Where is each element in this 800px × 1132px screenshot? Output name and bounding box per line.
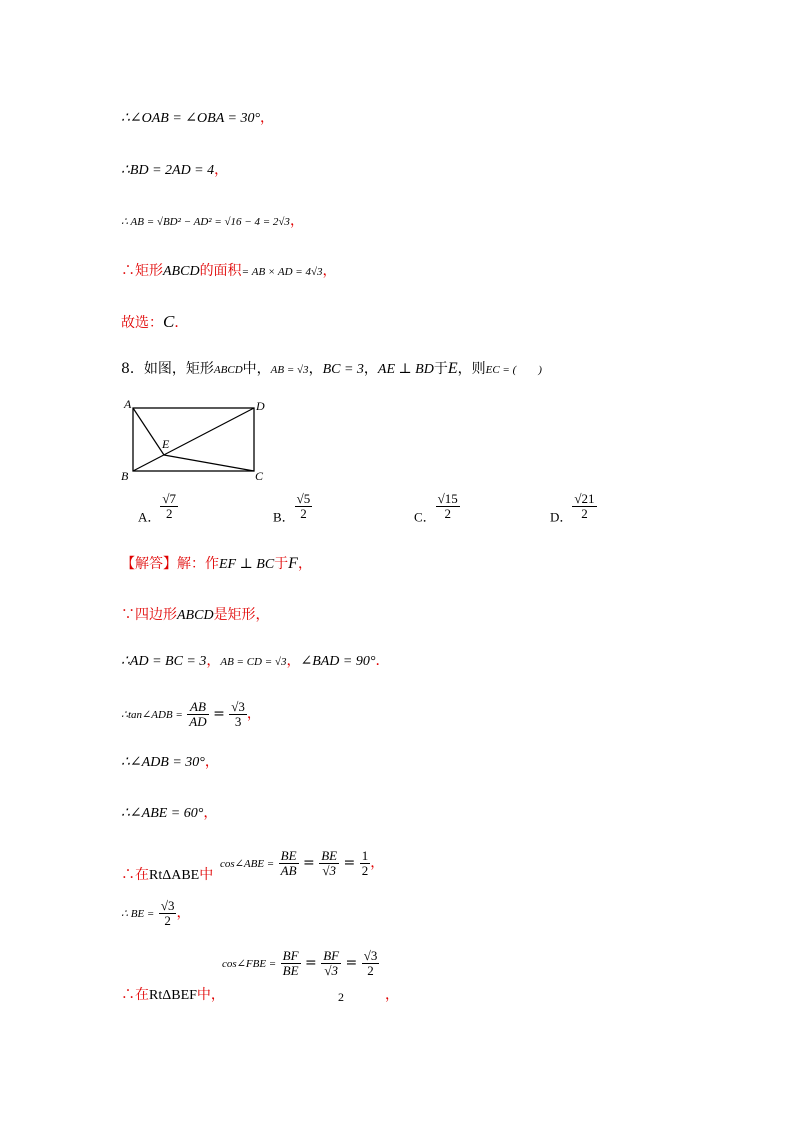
option-a[interactable]: A． $\frac{√7}{2}$ bbox=[138, 491, 177, 525]
label-d: D bbox=[256, 399, 265, 413]
solution-sides: ∴AD = BC = 3，AB = CD = √3，∠BAD = 90°． bbox=[121, 653, 390, 669]
diagonal-bd bbox=[133, 408, 254, 471]
line-ab: ∴ AB = √BD² − AD² = √16 − 4 = 2√3， bbox=[121, 213, 304, 229]
option-b[interactable]: B． $\frac{√5}{2}$ bbox=[273, 491, 311, 525]
stray-two: 2 bbox=[338, 990, 344, 1004]
cos-abe-formula: cos∠ABE = $\frac{BE}{AB}$ = $\frac{BE}{√3}$ = $\frac{1}{2}$ ， bbox=[220, 847, 385, 878]
solution-abe: ∴∠ABE = 60°， bbox=[121, 805, 218, 821]
option-d[interactable]: D． $\frac{√21}{2}$ bbox=[550, 491, 595, 525]
math: ∴∠OAB = ∠OBA = 30° bbox=[121, 111, 261, 126]
solution-tan: ∴tan∠ADB = $\frac{AB}{AD}$ = $\frac{√3}{3}$ ， bbox=[121, 698, 261, 729]
solution-intro: 【解答】解：作EF ⊥ BC于F， bbox=[121, 555, 312, 572]
solution-rt-abe: ∴在RtΔABE中 bbox=[121, 867, 214, 883]
question-8: 8．如图，矩形ABCD中，AB = √3，BC = 3，AE ⊥ BD于E，则EC = ( ) bbox=[121, 360, 542, 377]
label-b: B bbox=[121, 469, 129, 483]
rectangle-figure bbox=[118, 396, 268, 486]
line-bd: ∴BD = 2AD = 4， bbox=[121, 162, 229, 178]
option-c[interactable]: C． $\frac{√15}{2}$ bbox=[414, 491, 458, 525]
label-c: C bbox=[255, 469, 264, 483]
line-angle-oab: ∴∠OAB = ∠OBA = 30°， bbox=[121, 110, 275, 126]
solution-be: ∴ BE = $\frac{√3}{2}$ ， bbox=[121, 897, 191, 928]
solution-rect: ∵四边形ABCD是矩形， bbox=[121, 607, 270, 623]
solution-rt-bef: ∴在RtΔBEF中， bbox=[121, 987, 225, 1003]
segment-ec bbox=[164, 455, 254, 471]
segment-ae bbox=[133, 408, 164, 455]
label-e: E bbox=[162, 437, 170, 451]
line-answer: 故选：C． bbox=[121, 312, 189, 331]
solution-adb: ∴∠ADB = 30°， bbox=[121, 754, 219, 770]
label-a: A bbox=[124, 397, 132, 411]
trailing-comma: ， bbox=[385, 987, 399, 1003]
cos-fbe-formula: cos∠FBE = $\frac{BF}{BE}$ = $\frac{BF}{√3}$ = $\frac{√3}{2}$ bbox=[222, 947, 378, 978]
line-area: ∴矩形ABCD的面积= AB × AD = 4√3， bbox=[121, 263, 337, 279]
